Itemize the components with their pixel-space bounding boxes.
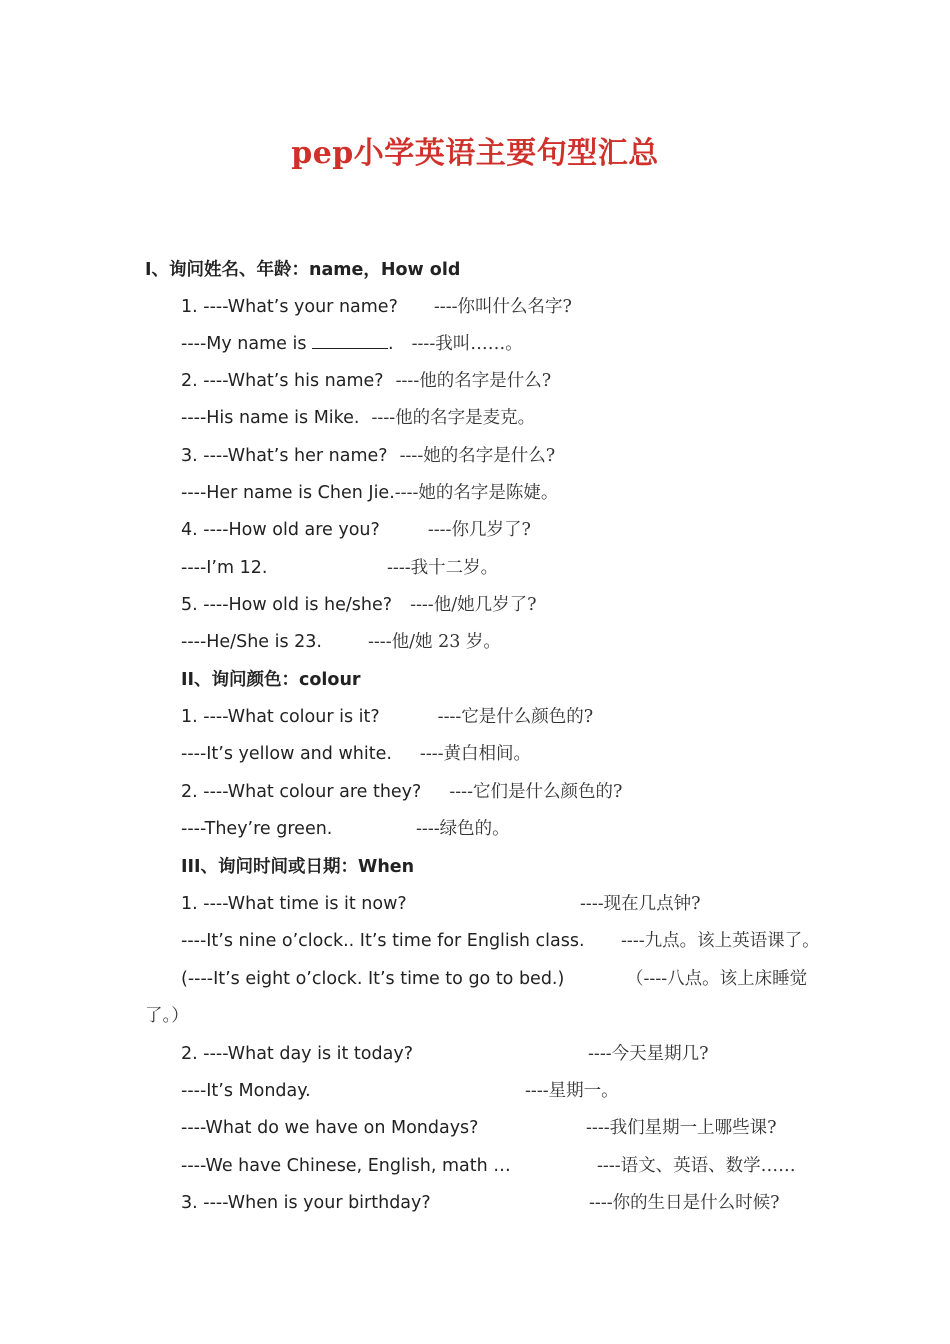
sentence-line — [181, 817, 510, 841]
english-sentence: ----Her name is Chen Jie. — [181, 483, 395, 503]
chinese-translation: ----她的名字是陈婕。 — [394, 483, 559, 503]
sentence-line — [181, 1116, 777, 1140]
sentence-line — [181, 892, 701, 916]
sentence-line — [181, 742, 531, 766]
sentence-line — [181, 593, 537, 617]
english-sentence: 1. ----What time is it now? — [181, 894, 407, 914]
section-heading-name-age: I、询问姓名、年龄：name，How old — [145, 260, 461, 280]
chinese-translation: ----他的名字是麦克。 — [371, 408, 536, 428]
chinese-translation: ----绿色的。 — [416, 819, 510, 839]
chinese-translation: ----我叫……。 — [411, 334, 523, 354]
chinese-translation: ----九点。该上英语课了。 — [621, 931, 820, 951]
english-sentence: ----We have Chinese, English, math … — [181, 1156, 511, 1176]
sentence-line — [181, 1154, 796, 1178]
english-sentence-end: . — [388, 334, 394, 354]
sentence-line — [181, 780, 622, 804]
sentence-line — [181, 1042, 709, 1066]
chinese-translation: ----黄白相间。 — [419, 744, 532, 764]
sentence-line — [181, 967, 808, 991]
english-sentence: ----They’re green. — [181, 819, 333, 839]
english-sentence: 1. ----What’s your name? — [181, 297, 398, 317]
english-sentence: ----He/She is 23. — [181, 632, 322, 652]
chinese-translation: ----我十二岁。 — [387, 558, 499, 578]
sentence-line — [181, 295, 572, 319]
chinese-translation: ----它们是什么颜色的? — [449, 782, 623, 802]
sentence-line — [181, 630, 501, 654]
chinese-translation-continued: 了。） — [145, 1006, 189, 1026]
english-sentence: ----I’m 12. — [181, 558, 268, 578]
sentence-line — [181, 332, 523, 356]
sentence-line — [181, 481, 558, 505]
chinese-translation: ----它是什么颜色的? — [437, 707, 594, 727]
chinese-translation: ----我们星期一上哪些课? — [586, 1118, 777, 1138]
sentence-line — [181, 518, 531, 542]
english-sentence: ----It’s nine o’clock.. It’s time for English class. — [181, 931, 585, 951]
sentence-line — [181, 556, 499, 580]
sentence-line — [181, 1079, 619, 1103]
fill-blank — [312, 332, 388, 349]
sentence-line — [181, 369, 551, 393]
chinese-translation: ----他/她 23 岁。 — [367, 632, 501, 652]
sentence-line — [181, 444, 555, 468]
chinese-translation: ----现在几点钟? — [580, 894, 701, 914]
sentence-line — [181, 705, 593, 729]
english-sentence: ----It’s yellow and white. — [181, 744, 392, 764]
sentence-line — [181, 406, 535, 430]
page-title: pep小学英语主要句型汇总 — [291, 136, 659, 171]
english-sentence: ----What do we have on Mondays? — [181, 1118, 479, 1138]
english-sentence: 1. ----What colour is it? — [181, 707, 380, 727]
english-sentence: 3. ----When is your birthday? — [181, 1193, 431, 1213]
chinese-translation: ----星期一。 — [525, 1081, 619, 1101]
chinese-translation: ----她的名字是什么? — [399, 446, 556, 466]
english-sentence: 4. ----How old are you? — [181, 520, 380, 540]
english-sentence: ----My name is — [181, 334, 307, 354]
section-heading-colour: II、询问颜色：colour — [181, 670, 361, 690]
english-sentence: 5. ----How old is he/she? — [181, 595, 393, 615]
chinese-translation: ----今天星期几? — [588, 1044, 709, 1064]
section-heading-time-date: III、询问时间或日期：When — [181, 857, 415, 877]
chinese-translation: ----语文、英语、数学…… — [597, 1156, 796, 1176]
chinese-translation: ----他/她几岁了? — [410, 595, 537, 615]
english-sentence: 2. ----What colour are they? — [181, 782, 422, 802]
sentence-line — [181, 1191, 780, 1215]
english-sentence: 2. ----What day is it today? — [181, 1044, 413, 1064]
english-sentence: ----It’s Monday. — [181, 1081, 311, 1101]
english-sentence: (----It’s eight o’clock. It’s time to go to bed.) — [181, 969, 565, 989]
chinese-translation: ----他的名字是什么? — [395, 371, 552, 391]
english-sentence: 3. ----What’s her name? — [181, 446, 388, 466]
chinese-translation: （----八点。该上床睡觉 — [626, 969, 808, 989]
chinese-translation: ----你的生日是什么时候? — [589, 1193, 780, 1213]
chinese-translation: ----你几岁了? — [427, 520, 531, 540]
english-sentence: 2. ----What’s his name? — [181, 371, 384, 391]
chinese-translation: ----你叫什么名字? — [433, 297, 572, 317]
english-sentence: ----His name is Mike. — [181, 408, 360, 428]
sentence-line — [181, 929, 820, 953]
